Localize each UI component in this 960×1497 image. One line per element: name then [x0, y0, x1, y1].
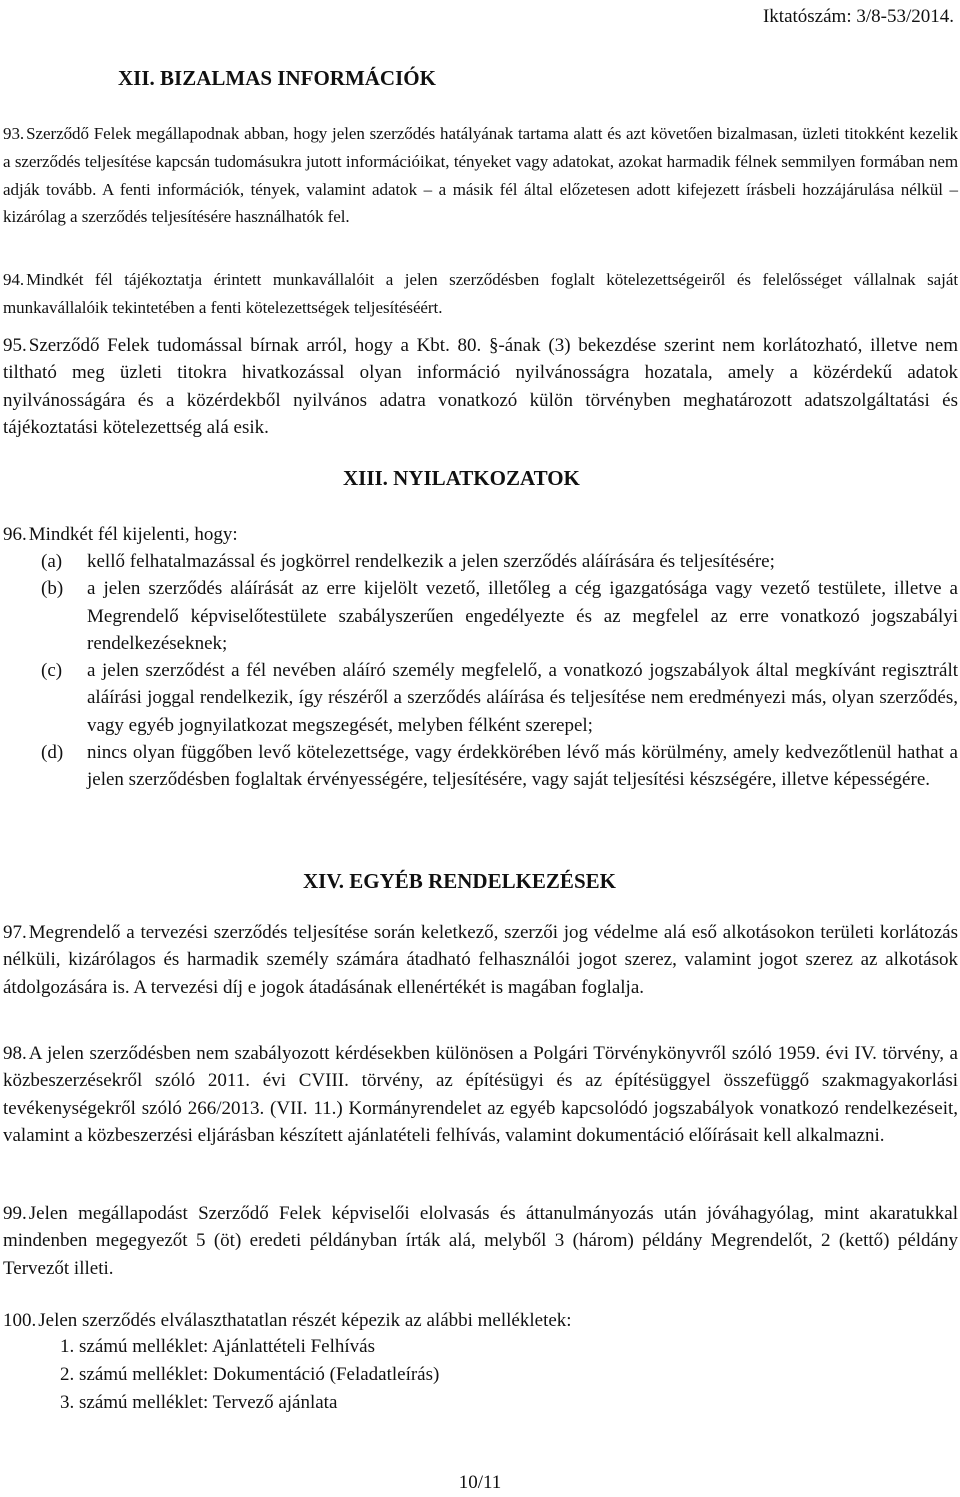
item-label: (b) [41, 578, 64, 600]
page-number: 10/11 [458, 1472, 502, 1493]
attachment-item: 3. számú melléklet: Tervező ajánlata [60, 1392, 338, 1413]
paragraph-text: Szerződő Felek tudomással bírnak arról, hogy a Kbt. 80. §-ának (3) bekezdése szerint nem korlátozható, illetve nem tiltható meg üzleti titokra hivatkozással olyan információ nyilvánosságra hozatala, amely a közérdekű adatok nyilvánosságára és a közérdekből nyilvános adatra vonatkozó külön törvényben meghatározott adatszolgáltatási és tájékoztatási kötelezettség alá esik. [3, 335, 958, 438]
item-label: (d) [41, 742, 64, 764]
item-label: (a) [41, 551, 63, 572]
paragraph-number: 93. [3, 124, 25, 143]
paragraph-text: Mindkét fél kijelenti, hogy: [28, 524, 238, 545]
paragraph-96 [3, 521, 958, 548]
paragraph-number: 96. [3, 524, 27, 545]
paragraph-text: Szerződő Felek megállapodnak abban, hogy jelen szerződés hatályának tartama alatt és azt követően bizalmasan, üzleti titokként kezelik a szerződés teljesítése kapcsán tudomásukra jutott információikat, tényeket vagy adatokat, azokat harmadik félnek semmilyen formában nem adják tovább. A fenti információk, tények, valamint adatok – a másik fél által előzetesen adott kifejezett írásbeli hozzájárulása nélkül – kizárólag a szerződés teljesítésére használhatók fel. [3, 124, 958, 227]
paragraph-97 [3, 919, 958, 1001]
declaration-item-c [3, 657, 958, 739]
item-text: a jelen szerződést a fél nevében aláíró személy megfelelő, a vonatkozó jogszabályok által megkívánt regisztrált aláírási joggal rendelkezik, így részéről a szerződés aláírása és teljesítése nem eredményezi más, olyan szerződés, vagy egyéb jognyilatkozat megszegését, melyben félként szerepel; [87, 660, 958, 736]
paragraph-number: 98. [3, 1043, 27, 1064]
item-label: (c) [41, 660, 63, 682]
item-text: kellő felhatalmazással és jogkörrel rendelkezik a jelen szerződés aláírására és teljesítésére; [87, 551, 775, 572]
item-text: a jelen szerződés aláírását az erre kijelölt vezető, illetőleg a cég igazgatósága vagy vezető testülete, illetve a Megrendelő képviselőtestülete szabályszerűen engedélyezte és az megfelel az erre vonatkozó jogszabályi rendelkezéseknek; [87, 578, 958, 654]
paragraph-93 [3, 120, 958, 231]
attachment-item: 1. számú melléklet: Ajánlattételi Felhívás [60, 1336, 376, 1357]
paragraph-text: Megrendelő a tervezési szerződés teljesítése során keletkező, szerzői jog védelme alá eső alkotásokon területi korlátozás nélküli, kizárólagos és harmadik személy számára átadható felhasználói jogot szerez, valamint jogot szerez az alkotások átdolgozására is. A tervezési díj e jogok átadásának ellenértékét is magában foglalja. [3, 922, 958, 998]
section-heading-xiv: XIV. EGYÉB RENDELKEZÉSEK [303, 869, 616, 893]
paragraph-94 [3, 266, 958, 322]
declaration-item-b [3, 575, 958, 657]
declaration-item-a [3, 548, 958, 575]
paragraph-number: 94. [3, 270, 25, 289]
paragraph-number: 100. [3, 1310, 37, 1331]
paragraph-99 [3, 1200, 958, 1282]
paragraph-number: 99. [3, 1203, 27, 1224]
paragraph-text: Mindkét fél tájékoztatja érintett munkavállalóit a jelen szerződésben foglalt kötelezettségeiről és felelősséget vállalnak saját munkavállalóik tekintetében a fenti kötelezettségek teljesítéséért. [3, 270, 958, 317]
item-text: nincs olyan függőben levő kötelezettsége, vagy érdekkörében lévő más körülmény, amely kedvezőtlenül hathat a jelen szerződésben foglaltak érvényességére, teljesítésére, vagy saját teljesítési készségére, illetve képességére. [87, 742, 958, 791]
paragraph-number: 95. [3, 335, 27, 356]
attachment-list [3, 1333, 439, 1417]
registration-number: Iktatószám: 3/8-53/2014. [762, 6, 954, 27]
paragraph-text: Jelen megállapodást Szerződő Felek képviselői elolvasás és áttanulmányozás után jóváhagyólag, mint akaratukkal mindenben megegyezőt 5 (öt) eredeti példányban írták alá, melyből 3 (három) példány Megrendelőt, 2 (kettő) példány Tervezőt illeti. [3, 1203, 958, 1279]
paragraph-text: Jelen szerződés elválaszthatatlan részét képezik az alábbi mellékletek: [38, 1310, 572, 1331]
declaration-list [3, 548, 958, 794]
paragraph-100 [3, 1307, 958, 1334]
declaration-item-d [3, 739, 958, 794]
paragraph-98 [3, 1040, 958, 1149]
paragraph-text: A jelen szerződésben nem szabályozott kérdésekben különösen a Polgári Törvénykönyvről szóló 1959. évi IV. törvény, a közbeszerzésekről szóló 2011. évi CVIII. törvény, az építésügyi és az építésüggyel összefüggő szakmagyakorlási tevékenységekről szóló 266/2013. (VII. 11.) Kormányrendelet az egyéb kapcsolódó jogszabályok vonatkozó rendelkezéseit, valamint a közbeszerzési eljárásban készített ajánlatételi felhívás, valamint dokumentáció előírásait kell alkalmazni. [3, 1043, 958, 1146]
paragraph-number: 97. [3, 922, 27, 943]
section-heading-xii: XII. BIZALMAS INFORMÁCIÓK [118, 66, 436, 90]
paragraph-95 [3, 332, 958, 441]
section-heading-xiii: XIII. NYILATKOZATOK [343, 466, 580, 490]
attachment-item: 2. számú melléklet: Dokumentáció (Feladatleírás) [60, 1364, 440, 1385]
